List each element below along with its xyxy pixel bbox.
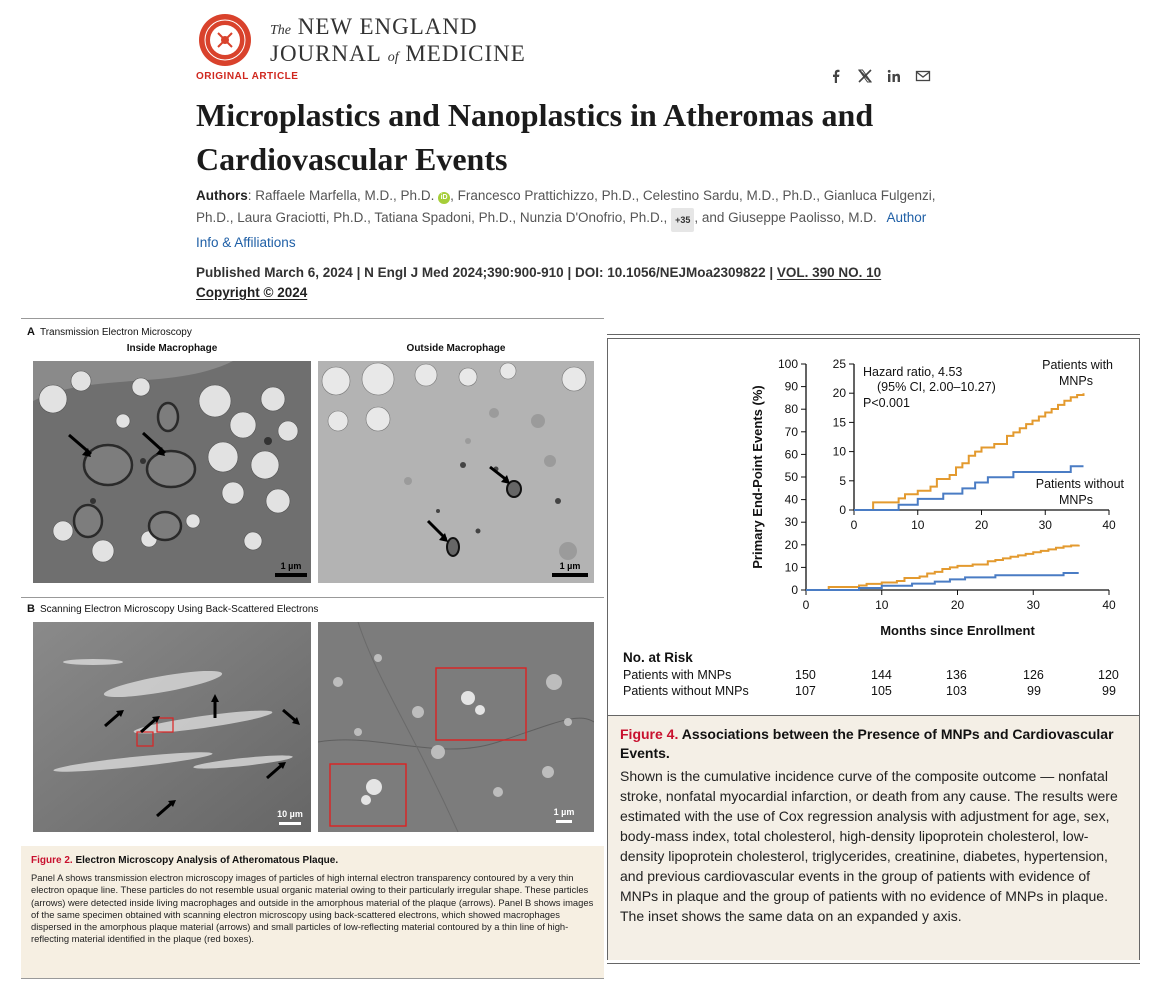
risk-table-title: No. at Risk: [623, 650, 693, 665]
series-label-without: Patients without: [1035, 477, 1124, 491]
author-list: [196, 185, 936, 254]
masthead-medicine: MEDICINE: [405, 41, 526, 66]
inset-y-tick-label: 10: [832, 444, 846, 459]
more-authors-button[interactable]: +35: [671, 208, 694, 232]
figure-4-caption-title: Figure 4. Associations between the Presence of MNPs and Cardiovascular Events.: [620, 726, 1114, 761]
x-tick-label: 30: [1026, 598, 1040, 612]
sem-overview-image[interactable]: [33, 622, 311, 832]
authors-last: , and Giuseppe Paolisso, M.D.: [694, 210, 877, 225]
inset-x-tick-label: 30: [1038, 518, 1052, 532]
confidence-interval-label: (95% CI, 2.00–10.27): [877, 380, 996, 394]
figure-4-caption-body: Shown is the cumulative incidence curve of the composite outcome — nonfatal stroke, nonfatal myocardial infarction, or death from any cause. The results were estimated with the use of Cox regression analysis with adjustment for age, sex, body-mass index, total cholesterol, high-density lipoprotein cholesterol, low-density lipoprotein cholesterol, triglycerides, creatinine, diabetes, hypertension, and previous cardiovascular events in the group of patients with evidence of MNPs in plaque and the group of patients with no evidence of MNPs in plaque. The inset shows the same data on an expanded y axis.: [620, 768, 1118, 924]
publication-details: Published March 6, 2024 | N Engl J Med 2024;390:900-910 | DOI: 10.1056/NEJMoa2309822 |: [196, 265, 777, 280]
series-label-with: MNPs: [1058, 374, 1093, 388]
inside-macrophage-label: Inside Macrophage: [126, 343, 218, 354]
risk-row-label-without: Patients without MNPs: [623, 684, 749, 698]
linkedin-icon[interactable]: [886, 68, 903, 85]
series-line-with: [806, 545, 1079, 590]
y-tick-label: 0: [791, 583, 798, 597]
scale-bar-a1: 1 µm: [280, 561, 302, 571]
y-axis-title: Primary End-Point Events (%): [750, 385, 765, 569]
authors-rest: , Francesco Prattichizzo, Ph.D., Celestino Sardu, M.D., Ph.D., Gianluca Fulgenzi, Ph.D., Laura Graciotti, Ph.D., Tatiana Spadoni, Ph.D., Nunzia D'Onofrio, Ph.D.,: [196, 188, 936, 225]
hazard-ratio-label: Hazard ratio, 4.53: [863, 365, 963, 379]
masthead-line1: NEW ENGLAND: [297, 14, 478, 39]
inset-x-tick-label: 40: [1102, 518, 1116, 532]
series-label-with: Patients with: [1042, 358, 1113, 372]
journal-masthead[interactable]: [270, 15, 526, 69]
p-value-label: P<0.001: [863, 396, 910, 410]
x-tick-label: 40: [1102, 598, 1116, 612]
masthead-of: of: [387, 50, 399, 65]
y-tick-label: 100: [777, 357, 798, 371]
y-tick-label: 80: [784, 402, 798, 417]
y-tick-label: 40: [784, 492, 798, 507]
risk-cell: 107: [795, 684, 816, 698]
y-tick-label: 20: [784, 537, 798, 552]
risk-cell: 150: [795, 668, 816, 682]
risk-cell: 136: [946, 668, 967, 682]
risk-cell: 103: [946, 684, 967, 698]
x-axis-title: Months since Enrollment: [880, 623, 1035, 638]
tem-outside-macrophage-image[interactable]: [318, 361, 594, 583]
article-title: Microplastics and Nanoplastics in Atheromas and Cardiovascular Events: [196, 97, 874, 177]
figure-2-caption: [21, 846, 604, 978]
inset-x-tick-label: 0: [850, 518, 858, 532]
figure-4: [607, 334, 1140, 964]
y-tick-label: 30: [784, 515, 798, 530]
figure-2-caption-body: Panel A shows transmission electron microscopy images of particles of high internal electron transparency contoured by a very thin electron opaque line. These particles do not resemble usual organic material owing to their particularly irregular shape. These particles (arrows) were detected inside living macrophages and outside in the amorphous material of the plaque (arrows). Panel B shows images of the same specimen obtained with scanning electron microscopy using back-scattered electrons, which showed macrophages dispersed in the amorphous plaque material (arrows) and small particles of low-reflecting material contoured by a thin line of high-reflecting material identified in the plaque (red boxes).: [31, 872, 594, 945]
risk-cell: 126: [1023, 668, 1044, 682]
inset-y-tick-label: 0: [839, 503, 846, 517]
outside-macrophage-label: Outside Macrophage: [406, 343, 506, 354]
inset-x-tick-label: 10: [911, 518, 925, 532]
facebook-icon[interactable]: [828, 68, 845, 85]
x-tick-label: 10: [875, 598, 889, 612]
author-first: : Raffaele Marfella, M.D., Ph.D.: [247, 188, 435, 203]
y-tick-label: 10: [784, 560, 798, 575]
sem-detail-image[interactable]: [318, 622, 594, 832]
risk-cell: 105: [871, 684, 892, 698]
scale-bar-b2: 1 µm: [553, 807, 575, 817]
article-type-kicker: ORIGINAL ARTICLE: [196, 71, 299, 82]
risk-cell: 99: [1027, 684, 1041, 698]
scale-bar-a2: 1 µm: [559, 561, 581, 571]
inset-y-tick-label: 15: [832, 415, 846, 430]
cumulative-incidence-chart[interactable]: [607, 334, 1140, 644]
figure-2-caption-title: Figure 2. Electron Microscopy Analysis of Atheromatous Plaque.: [31, 855, 339, 866]
x-tick-label: 0: [802, 598, 810, 612]
scale-bar-b1: 10 µm: [277, 809, 303, 819]
masthead-journal: JOURNAL: [270, 41, 381, 66]
volume-link[interactable]: VOL. 390 NO. 10: [776, 265, 882, 280]
x-tick-label: 20: [950, 598, 965, 612]
panel-a-label: A Transmission Electron Microscopy: [27, 326, 192, 338]
mail-icon[interactable]: [915, 68, 932, 85]
y-tick-label: 50: [784, 470, 798, 484]
figure-2: [21, 318, 604, 979]
authors-label: Authors: [196, 188, 248, 203]
publication-info: [196, 261, 956, 285]
y-tick-label: 60: [784, 447, 798, 462]
risk-row-label-with: Patients with MNPs: [623, 668, 732, 682]
panel-separator: [21, 597, 604, 598]
inset-y-tick-label: 5: [839, 473, 846, 488]
risk-cell: 99: [1102, 684, 1116, 698]
inset-y-tick-label: 25: [832, 357, 846, 371]
orcid-icon[interactable]: iD: [438, 192, 450, 204]
tem-inside-macrophage-image[interactable]: [33, 361, 311, 583]
y-tick-label: 70: [784, 424, 798, 439]
series-label-without: MNPs: [1058, 493, 1093, 507]
risk-cell: 144: [871, 668, 892, 682]
inset-x-tick-label: 20: [974, 518, 989, 532]
figure-4-caption: [608, 715, 1139, 960]
risk-cell: 120: [1098, 668, 1119, 682]
author-affiliations-link[interactable]: Author Info & Affiliations: [196, 210, 927, 250]
panel-b-label: B Scanning Electron Microscopy Using Back-Scattered Electrons: [27, 603, 319, 615]
nejm-seal-logo[interactable]: [198, 13, 252, 67]
inset-y-tick-label: 20: [832, 386, 846, 401]
x-icon[interactable]: [857, 68, 874, 85]
copyright-link[interactable]: Copyright © 2024: [196, 285, 308, 300]
share-bar: [828, 68, 932, 85]
masthead-the: The: [270, 23, 291, 38]
y-tick-label: 90: [784, 379, 798, 394]
